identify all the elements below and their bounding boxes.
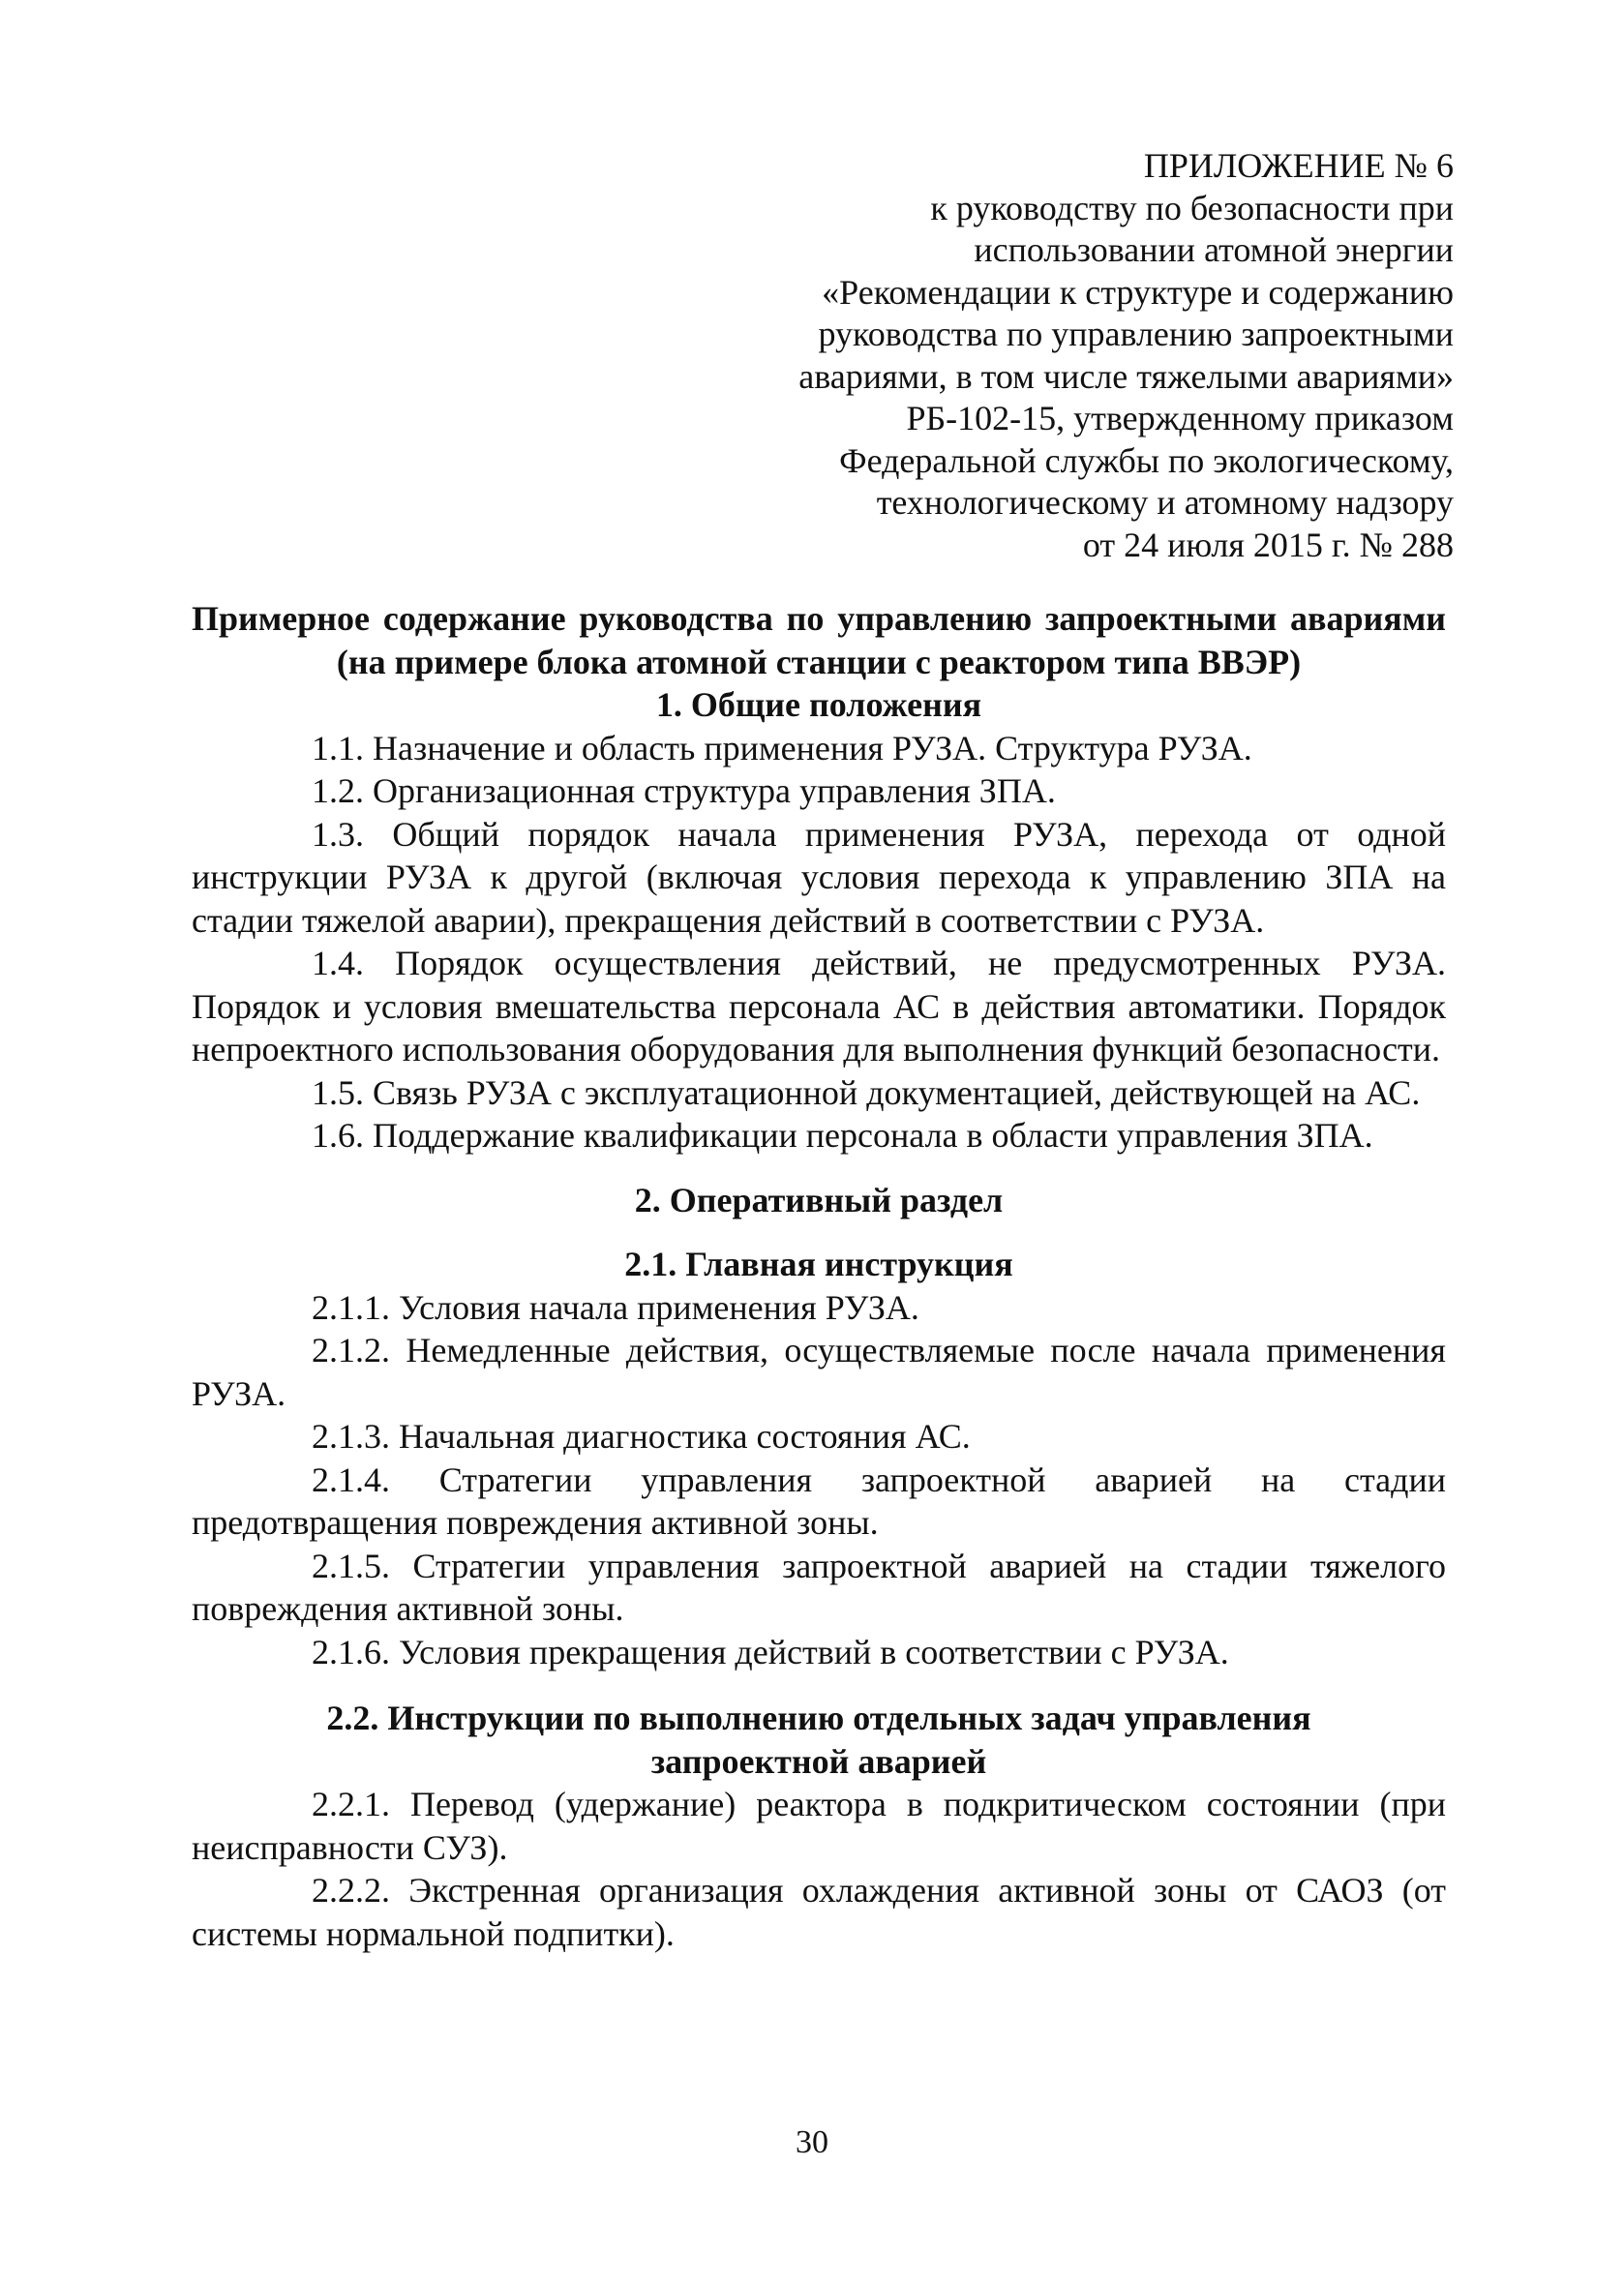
- appendix-header: [583, 145, 1454, 566]
- subsection-2-1-item: 2.1.3. Начальная диагностика состояния АС.: [312, 1417, 971, 1456]
- header-line: к руководству по безопасности при: [930, 188, 1454, 227]
- subsection-2-2-item: 2.2.1. Перевод (удержание) реактора в подкритическом состоянии (при неисправности СУЗ).: [192, 1785, 1446, 1867]
- section-2-heading: 2. Оперативный раздел: [634, 1180, 1004, 1219]
- section-1-heading: 1. Общие положения: [655, 685, 982, 724]
- subsection-2-2-heading-line-2: запроектной аварией: [650, 1741, 987, 1781]
- spacer: [192, 1221, 1446, 1243]
- spacer: [192, 1158, 1446, 1179]
- subsection-2-1-item: 2.1.5. Стратегии управления запроектной аварией на стадии тяжелого повреждения активной зоны.: [192, 1546, 1446, 1628]
- section-1-item: 1.6. Поддержание квалификации персонала в области управления ЗПА.: [312, 1116, 1373, 1155]
- subsection-2-1-item: 2.1.4. Стратегии управления запроектной аварией на стадии предотвращения повреждения активной зоны.: [192, 1459, 1446, 1542]
- section-1-item: 1.2. Организационная структура управления ЗПА.: [312, 771, 1056, 810]
- header-line: использовании атомной энергии: [974, 230, 1454, 269]
- subsection-2-1-item: 2.1.1. Условия начала применения РУЗА.: [312, 1287, 919, 1327]
- document-title: Примерное содержание руководства по управлению запроектными авариями (на примере блока атомной станции с реактором типа ВВЭР): [192, 599, 1446, 681]
- header-line: Федеральной службы по экологическому,: [839, 440, 1454, 480]
- spacer: [192, 1673, 1446, 1697]
- section-1-item: 1.1. Назначение и область применения РУЗА. Структура РУЗА.: [312, 728, 1252, 767]
- subsection-2-1-item: 2.1.2. Немедленные действия, осуществляемые после начала применения РУЗА.: [192, 1331, 1446, 1413]
- header-line: технологическому и атомному надзору: [876, 483, 1454, 522]
- document-body: [192, 597, 1446, 1955]
- subsection-2-1-heading: 2.1. Главная инструкция: [624, 1245, 1013, 1283]
- header-line: «Рекомендации к структуре и содержанию: [822, 272, 1454, 312]
- header-line: руководства по управлению запроектными: [818, 315, 1454, 353]
- section-1-item: 1.3. Общий порядок начала применения РУЗА, перехода от одной инструкции РУЗА к другой (включая условия перехода к управлению ЗПА на стадии тяжелой аварии), прекращения действий в соответствии с РУЗА.: [192, 814, 1446, 940]
- header-line-appendix-number: ПРИЛОЖЕНИЕ № 6: [1143, 146, 1454, 185]
- header-line: авариями, в том числе тяжелыми авариями»: [798, 356, 1454, 396]
- subsection-2-2-heading-line-1: 2.2. Инструкции по выполнению отдельных задач управления: [326, 1699, 1311, 1737]
- header-line: РБ-102-15, утвержденному приказом: [906, 399, 1454, 437]
- header-line-date: от 24 июля 2015 г. № 288: [1082, 525, 1454, 564]
- page-number: 30: [796, 2124, 828, 2160]
- section-1-item: 1.5. Связь РУЗА с эксплуатационной документацией, действующей на АС.: [312, 1072, 1421, 1112]
- section-1-item: 1.4. Порядок осуществления действий, не предусмотренных РУЗА. Порядок и условия вмешательства персонала АС в действия автоматики. Порядок непроектного использования оборудования для выполнения функций безопасности.: [192, 944, 1446, 1068]
- subsection-2-1-item: 2.1.6. Условия прекращения действий в соответствии с РУЗА.: [312, 1632, 1229, 1671]
- subsection-2-2-item: 2.2.2. Экстренная организация охлаждения активной зоны от САОЗ (от системы нормальной подпитки).: [192, 1871, 1446, 1953]
